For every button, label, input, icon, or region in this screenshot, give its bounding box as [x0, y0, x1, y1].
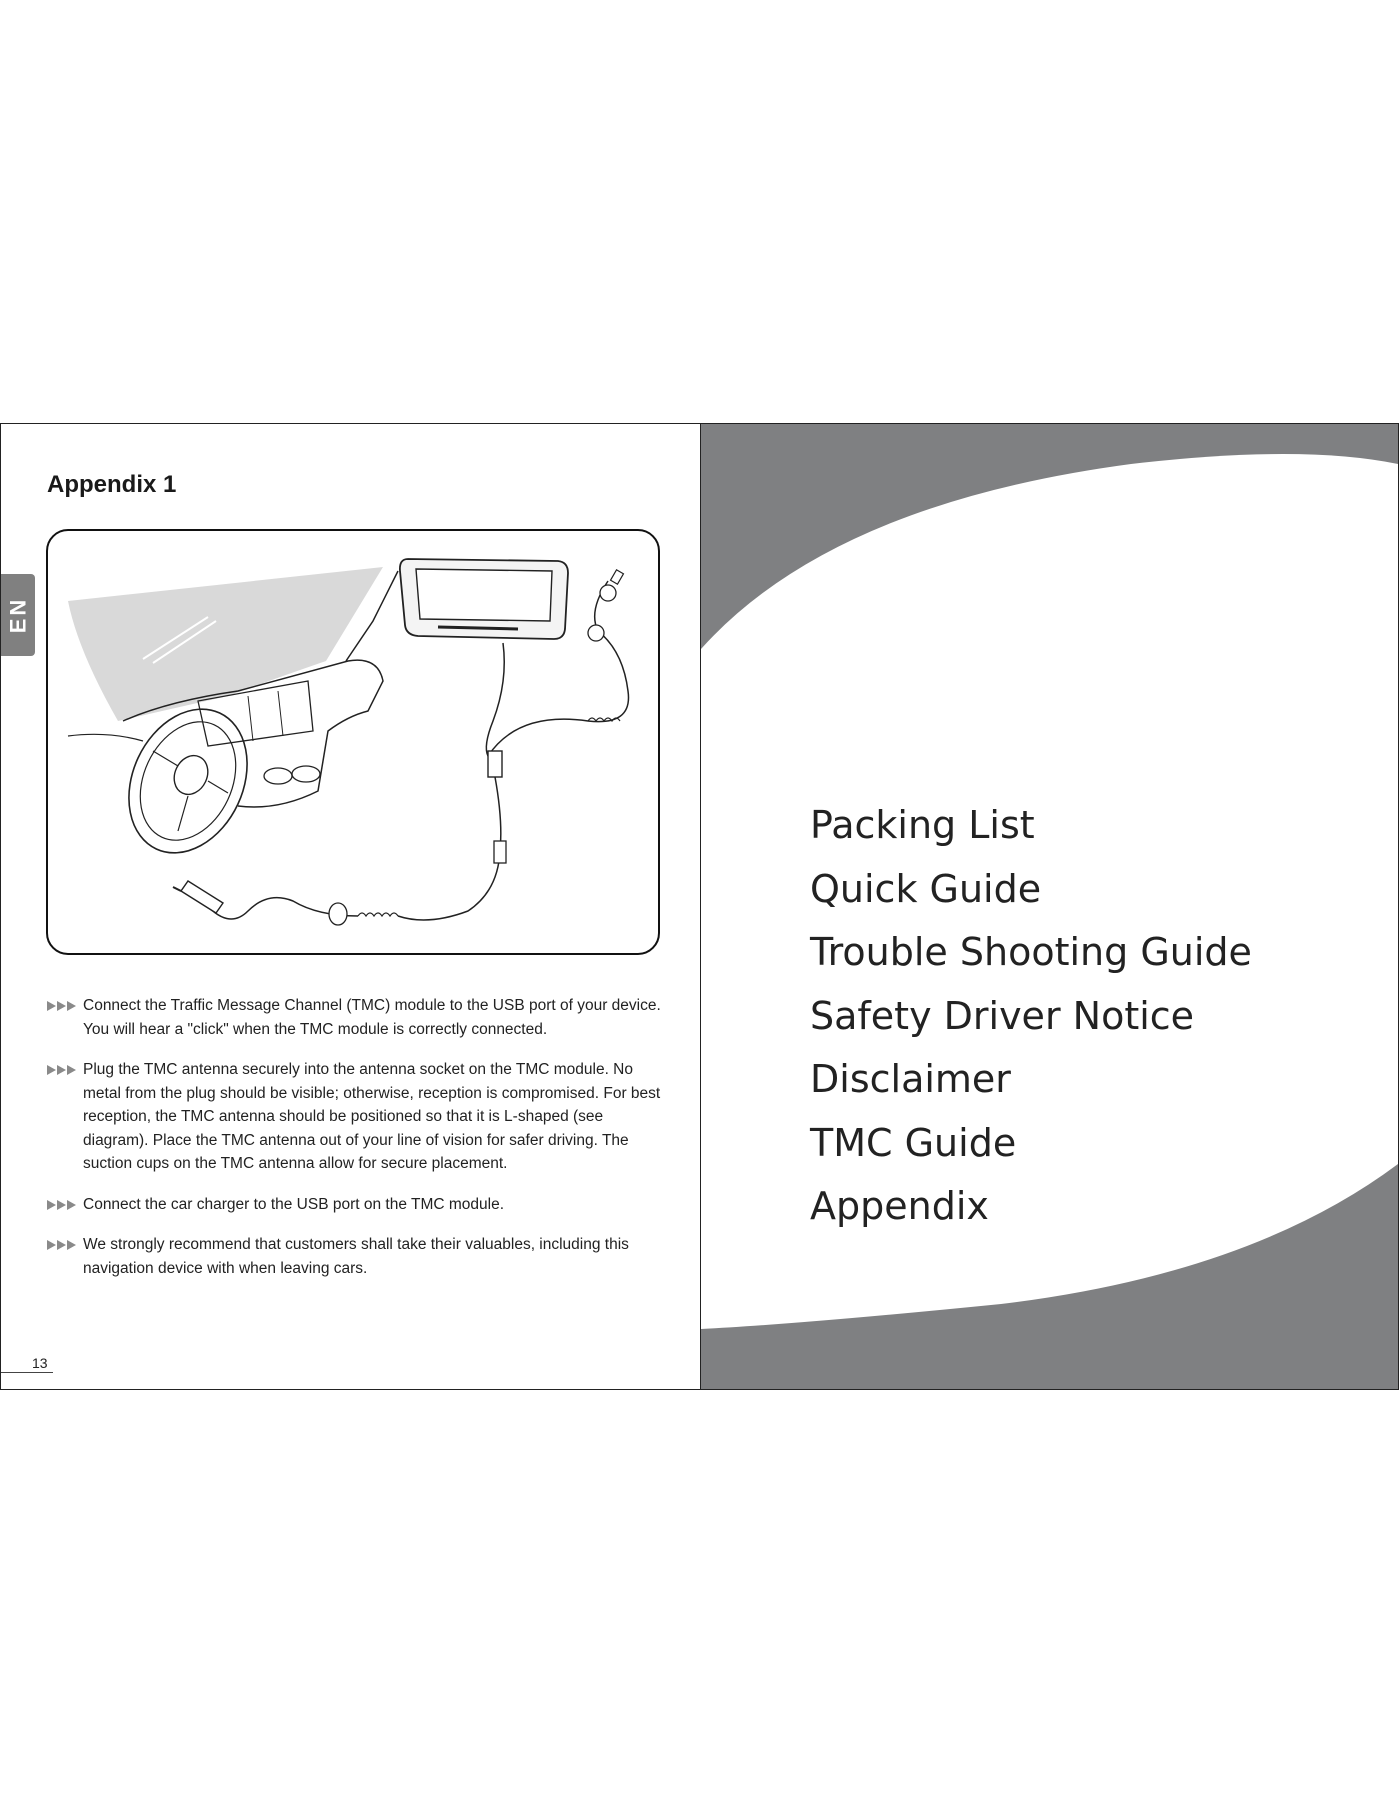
toc-item: Safety Driver Notice: [810, 993, 1195, 1038]
instruction-text: Connect the Traffic Message Channel (TMC) module to the USB port of your device. You will hear a "click" when the TMC module is correctly connected.: [83, 997, 661, 1038]
toc-item: Packing List: [810, 803, 1035, 847]
suction-cup-lower: [588, 625, 604, 641]
triple-arrow-icon: [47, 1238, 81, 1252]
toc-item: Quick Guide: [810, 866, 1042, 911]
instruction-text: We strongly recommend that customers shall take their valuables, including this navigation device with when leaving cars.: [83, 1236, 629, 1277]
suction-cup-upper: [600, 585, 616, 601]
left-page: [1, 424, 701, 1389]
triple-arrow-icon: [47, 1063, 81, 1077]
car-charger-plug: [181, 881, 223, 913]
page-heading: Appendix 1: [47, 471, 177, 498]
instruction-item: [47, 1058, 667, 1176]
cup-holder-left: [264, 768, 292, 784]
instruction-item: [47, 1233, 667, 1280]
triple-arrow-icon: [47, 999, 81, 1013]
right-page: [701, 424, 1398, 1389]
tmc-module: [488, 751, 502, 777]
installation-diagram: [46, 529, 660, 955]
toc-item: TMC Guide: [810, 1120, 1017, 1165]
manual-spread: [0, 423, 1399, 1390]
triple-arrow-icon: [47, 1198, 81, 1212]
toc-item: Appendix: [810, 1184, 989, 1228]
antenna-tip: [611, 570, 624, 584]
steering-hub: [168, 750, 214, 800]
instruction-text: Plug the TMC antenna securely into the antenna socket on the TMC module. No metal from the plug should be visible; otherwise, reception is compromised. For best reception, the TMC antenna should be positioned so that it is L-shaped (see diagram). Place the TMC antenna out of your line of vision for safer driving. The suction cups on the TMC antenna allow for secure placement.: [83, 1061, 661, 1172]
toc-item: Trouble Shooting Guide: [810, 930, 1252, 974]
cup-holder-right: [292, 766, 320, 782]
instruction-text: Connect the car charger to the USB port on the TMC module.: [83, 1195, 505, 1213]
language-tab-label: EN: [5, 596, 30, 634]
language-tab: [1, 574, 35, 656]
ferrite-core: [329, 903, 347, 925]
inline-connector: [494, 841, 506, 863]
toc-item: Disclaimer: [810, 1057, 1011, 1101]
charger-coil: [358, 913, 398, 916]
instruction-list: [47, 994, 667, 1297]
device-cable: [486, 643, 504, 756]
contents-list: [810, 794, 1252, 1239]
windshield-shape: [68, 567, 383, 721]
device-screen: [416, 569, 552, 621]
car-dashboard-illustration: [48, 531, 660, 955]
instruction-item: [47, 1193, 667, 1217]
instruction-item: [47, 994, 667, 1041]
charger-cable: [398, 777, 501, 920]
page-number: 13: [1, 1354, 53, 1373]
